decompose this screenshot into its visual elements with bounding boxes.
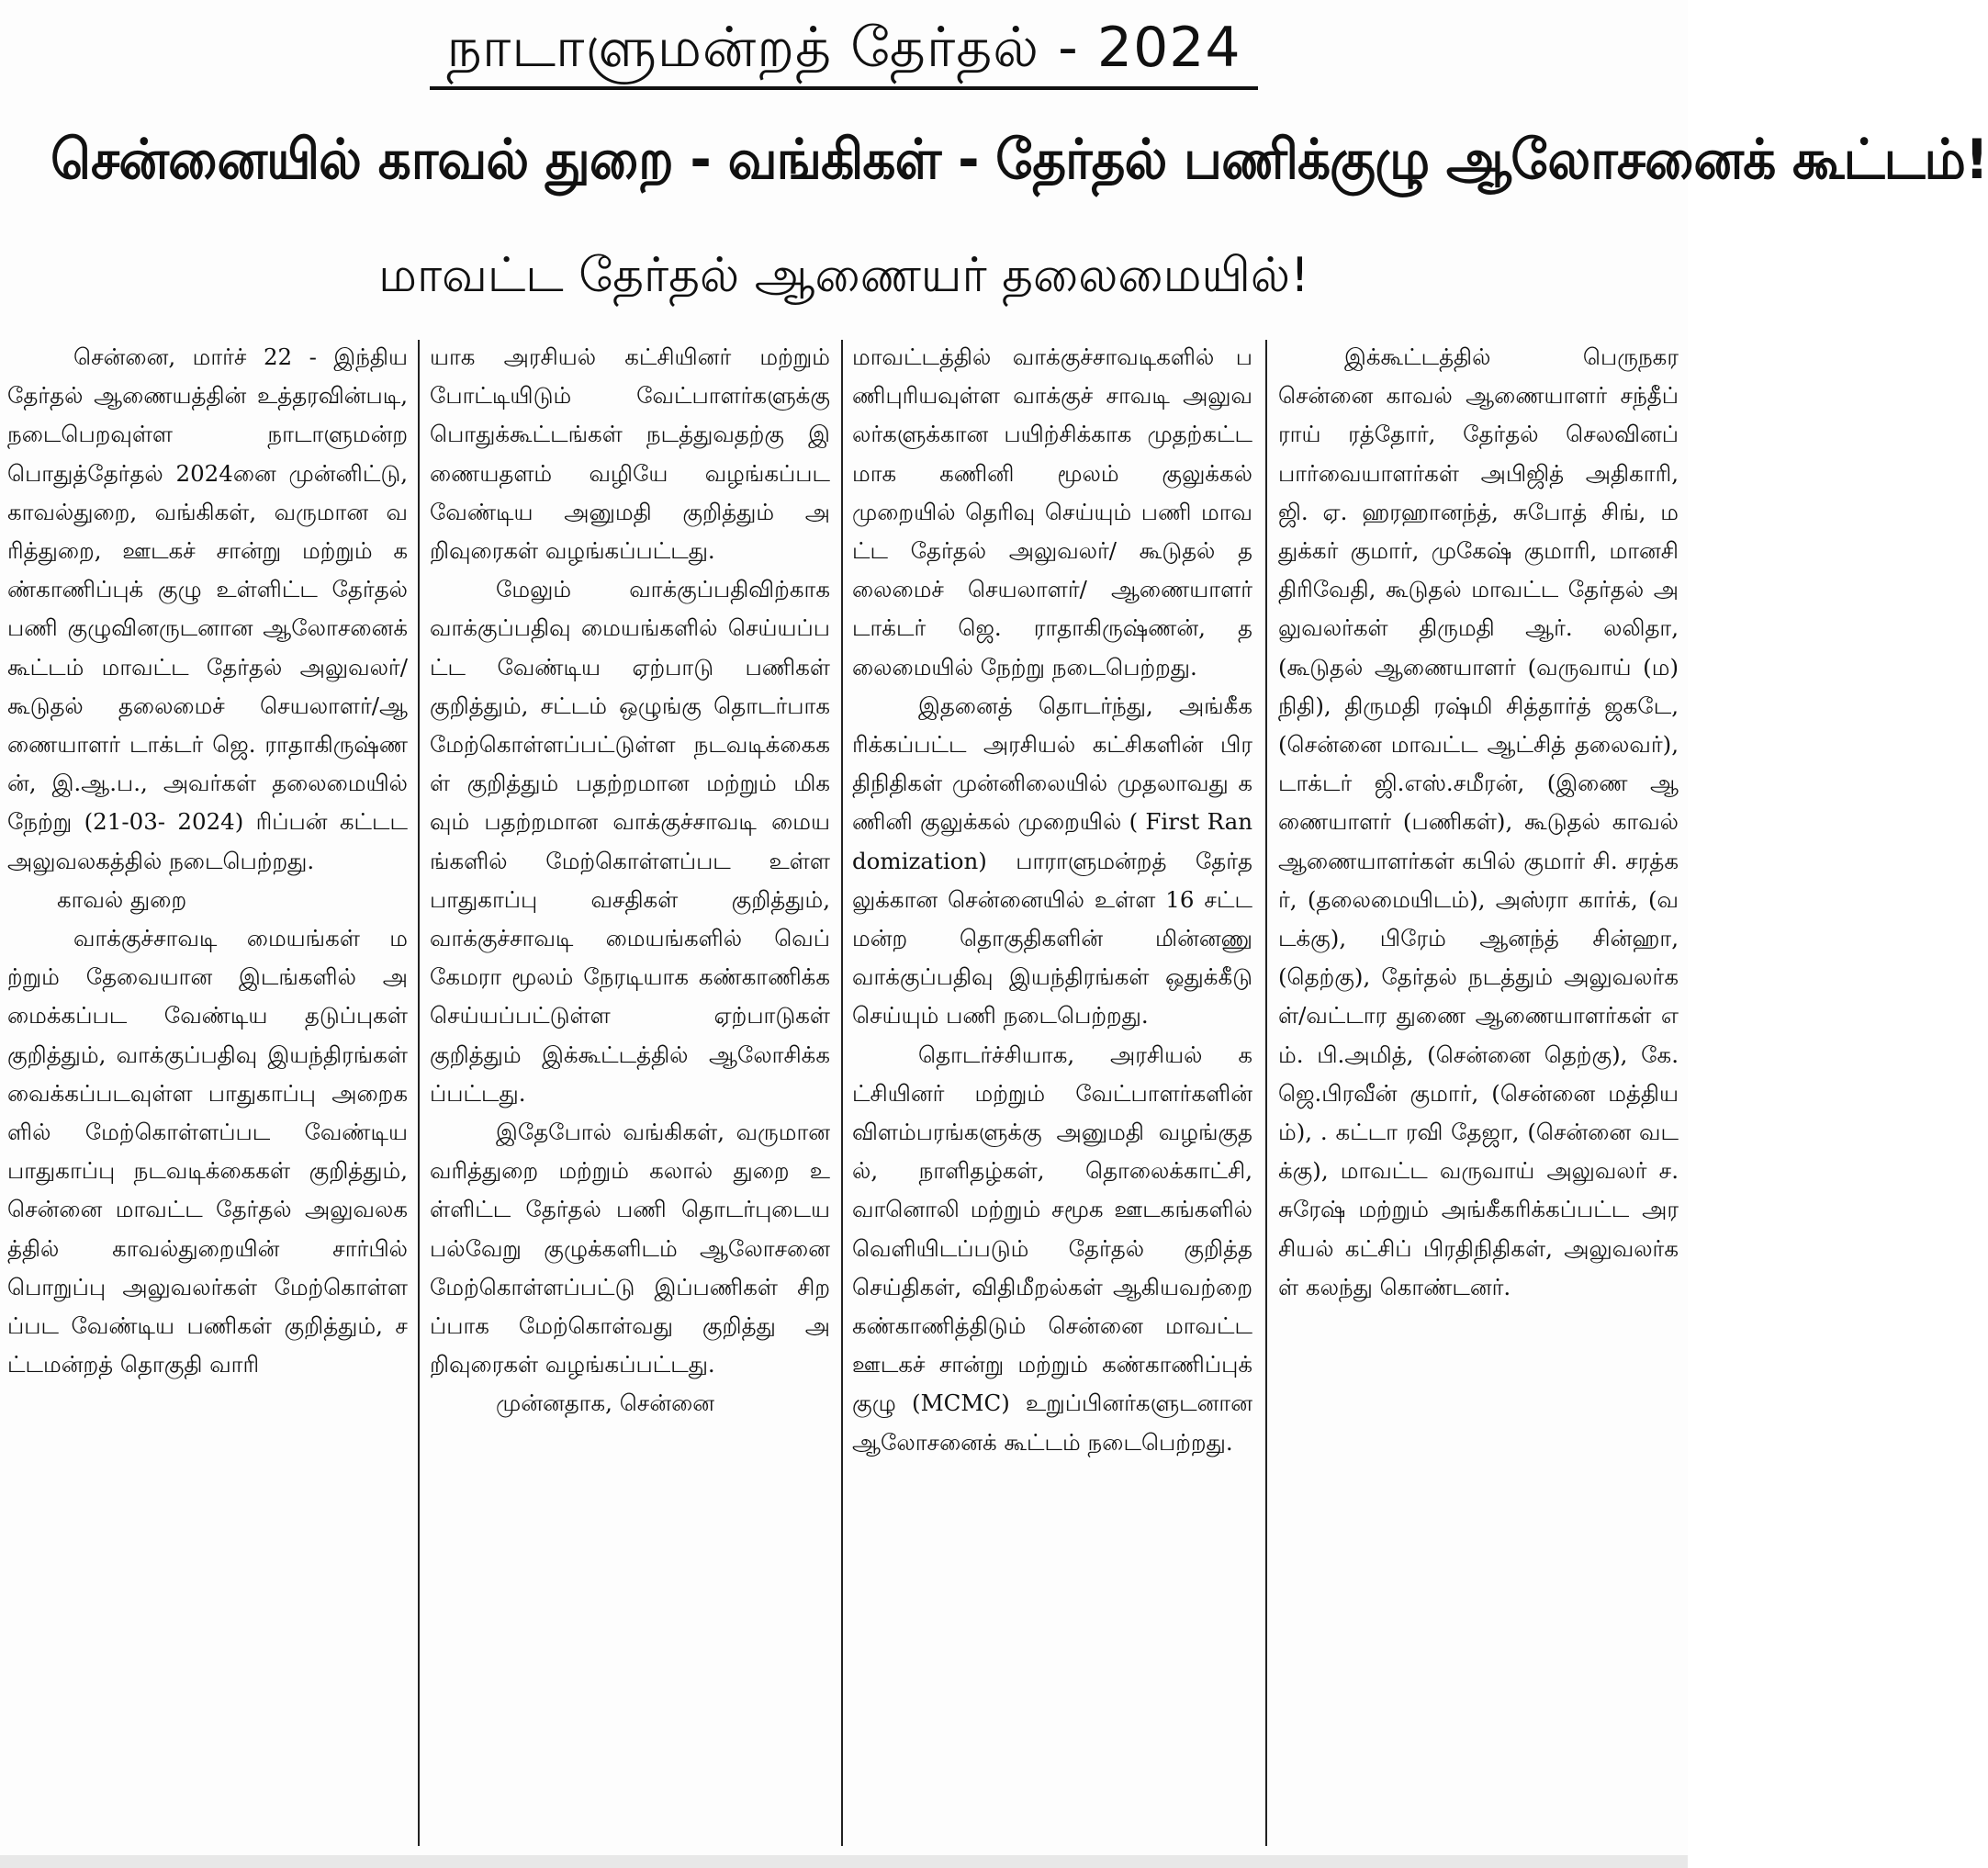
article-body [7, 338, 1680, 1853]
article-column-2 [430, 338, 830, 1853]
article-column-1 [7, 338, 408, 1853]
kicker-title: நாடாளுமன்றத் தேர்தல் - 2024 [430, 13, 1257, 90]
paragraph: முன்னதாக, சென்னை [496, 1390, 715, 1417]
paragraph: யாக அரசியல் கட்சியினர் மற்றும் போட்டியிடும் வேட்பாளர்களுக்கு பொதுக்கூட்டங்கள் நடத்துவதற்கு இணையதளம் வழியே வழங்கப்படவேண்டிய அனுமதி குறித்தும் அறிவுரைகள் வழங்கப்பட்டது. [430, 343, 830, 565]
paragraph: மேலும் வாக்குப்பதிவிற்காக வாக்குப்பதிவு மையங்களில் செய்யப்பட்ட வேண்டிய ஏற்பாடு பணிகள் குறித்தும், சட்டம் ஒழுங்கு தொடர்பாக மேற்கொள்ளப்பட்டுள்ள நடவடிக்கைகள் குறித்தும் பதற்றமான மற்றும் மிகவும் பதற்றமான வாக்குச்சாவடி மையங்களில் மேற்கொள்ளப்பட உள்ள பாதுகாப்பு வசதிகள் குறித்தும், வாக்குச்சாவடி மையங்களில் வெப் கேமரா மூலம் நேரடியாக கண்காணிக்க செய்யப்பட்டுள்ள ஏற்பாடுகள் குறித்தும் இக்கூட்டத்தில் ஆலோசிக்கப்பட்டது. [430, 576, 830, 1107]
paragraph: தொடர்ச்சியாக, அரசியல் கட்சியினர் மற்றும் வேட்பாளர்களின் விளம்பரங்களுக்கு அனுமதி வழங்குதல், நாளிதழ்கள், தொலைக்காட்சி, வானொலி மற்றும் சமூக ஊடகங்களில் வெளியிடப்படும் தேர்தல் குறித்த செய்திகள், விதிமீறல்கள் ஆகியவற்றை கண்காணித்திடும் சென்னை மாவட்ட ஊடகச் சான்று மற்றும் கண்காணிப்புக் குழு (MCMC) உறுப்பினர்களுடனான ஆலோசனைக் கூட்டம் நடைபெற்றது. [852, 1041, 1252, 1456]
paragraph: இக்கூட்டத்தில் பெருநகர சென்னை காவல் ஆணையாளர் சந்தீப் ராய் ரத்தோர், தேர்தல் செலவினப் பார்வையாளர்கள் அபிஜித் அதிகாரி, ஜி. ஏ. ஹரஹானந்த், சுபோத் சிங், மதுக்கர் குமார், முகேஷ் குமாரி, மானசி திரிவேதி, கூடுதல் மாவட்ட தேர்தல் அலுவலர்கள் திருமதி ஆர். லலிதா, (கூடுதல் ஆணையாளர் (வருவாய் (ம) நிதி), திருமதி ரஷ்மி சித்தார்த் ஜகடே, (சென்னை மாவட்ட ஆட்சித் தலைவர்), டாக்டர் ஜி.எஸ்.சமீரன், (இணை ஆணையாளர் (பணிகள்), கூடுதல் காவல் ஆணையாளர்கள் கபில் குமார் சி. சரத்கர், (தலைமையிடம்), அஸ்ரா கார்க், (வடக்கு), பிரேம் ஆனந்த் சின்ஹா, (தெற்கு), தேர்தல் நடத்தும் அலுவலர்கள்/வட்டார துணை ஆணையாளர்கள் எம். பி.அமித், (சென்னை தெற்கு), கே.ஜெ.பிரவீன் குமார், (சென்னை மத்தியம்), . கட்டா ரவி தேஜா, (சென்னை வடக்கு), மாவட்ட வருவாய் அலுவலர் ச.சுரேஷ் மற்றும் அங்கீகரிக்கப்பட்ட அரசியல் கட்சிப் பிரதிநிதிகள், அலுவலர்கள் கலந்து கொண்டனர். [1278, 343, 1679, 1300]
article-column-4 [1278, 338, 1679, 1853]
paragraph: சென்னை, மார்ச் 22 - இந்திய தேர்தல் ஆணையத்தின் உத்தரவின்படி, நடைபெறவுள்ள நாடாளுமன்ற பொதுத்தேர்தல் 2024னை முன்னிட்டு, காவல்துறை, வங்கிகள், வருமான வரித்துறை, ஊடகச் சான்று மற்றும் கண்காணிப்புக் குழு உள்ளிட்ட தேர்தல் பணி குழுவினருடனான ஆலோசனைக் கூட்டம் மாவட்ட தேர்தல் அலுவலர்/கூடுதல் தலைமைச் செயலாளர்/ஆணையாளர் டாக்டர் ஜெ. ராதாகிருஷ்ணன், இ.ஆ.ப., அவர்கள் தலைமையில் நேற்று (21-03- 2024) ரிப்பன் கட்டட அலுவலகத்தில் நடைபெற்றது. [7, 343, 408, 874]
subheadline: மாவட்ட தேர்தல் ஆணையர் தலைமையில்! [378, 248, 1309, 303]
article-column-3 [852, 338, 1252, 1853]
paragraph: மாவட்டத்தில் வாக்குச்சாவடிகளில் பணிபுரியவுள்ள வாக்குச் சாவடி அலுவலர்களுக்கான பயிற்சிக்காக முதற்கட்டமாக கணினி மூலம் குலுக்கல் முறையில் தெரிவு செய்யும் பணி மாவட்ட தேர்தல் அலுவலர்/ கூடுதல் தலைமைச் செயலாளர்/ ஆணையாளர் டாக்டர் ஜெ. ராதாகிருஷ்ணன், தலைமையில் நேற்று நடைபெற்றது. [852, 343, 1252, 681]
page-bottom-edge [0, 1855, 1688, 1868]
paragraph: வாக்குச்சாவடி மையங்கள் மற்றும் தேவையான இடங்களில் அமைக்கப்பட வேண்டிய தடுப்புகள் குறித்தும், வாக்குப்பதிவு இயந்திரங்கள் வைக்கப்படவுள்ள பாதுகாப்பு அறைகளில் மேற்கொள்ளப்பட வேண்டிய பாதுகாப்பு நடவடிக்கைகள் குறித்தும், சென்னை மாவட்ட தேர்தல் அலுவலகத்தில் காவல்துறையின் சார்பில் பொறுப்பு அலுவலர்கள் மேற்கொள்ளப்பட வேண்டிய பணிகள் குறித்தும், சட்டமன்றத் தொகுதி வாரி [7, 925, 408, 1378]
kicker-wrap [0, 13, 1688, 90]
headline: சென்னையில் காவல் துறை - வங்கிகள் - தேர்தல் பணிக்குழு ஆலோசனைக் கூட்டம்! [51, 128, 1988, 192]
section-subhead: காவல் துறை [57, 885, 187, 913]
paragraph: இதனைத் தொடர்ந்து, அங்கீகரிக்கப்பட்ட அரசியல் கட்சிகளின் பிரதிநிதிகள் முன்னிலையில் முதலாவது கணினி குலுக்கல் முறையில் ( First Randomization) பாராளுமன்றத் தேர்தலுக்கான சென்னையில் உள்ள 16 சட்டமன்ற தொகுதிகளின் மின்னணு வாக்குப்பதிவு இயந்திரங்கள் ஒதுக்கீடு செய்யும் பணி நடைபெற்றது. [852, 692, 1252, 1030]
paragraph: இதேபோல் வங்கிகள், வருமான வரித்துறை மற்றும் கலால் துறை உள்ளிட்ட தேர்தல் பணி தொடர்புடைய பல்வேறு குழுக்களிடம் ஆலோசனை மேற்கொள்ளப்பட்டு இப்பணிகள் சிறப்பாக மேற்கொள்வது குறித்து அறிவுரைகள் வழங்கப்பட்டது. [430, 1119, 830, 1378]
